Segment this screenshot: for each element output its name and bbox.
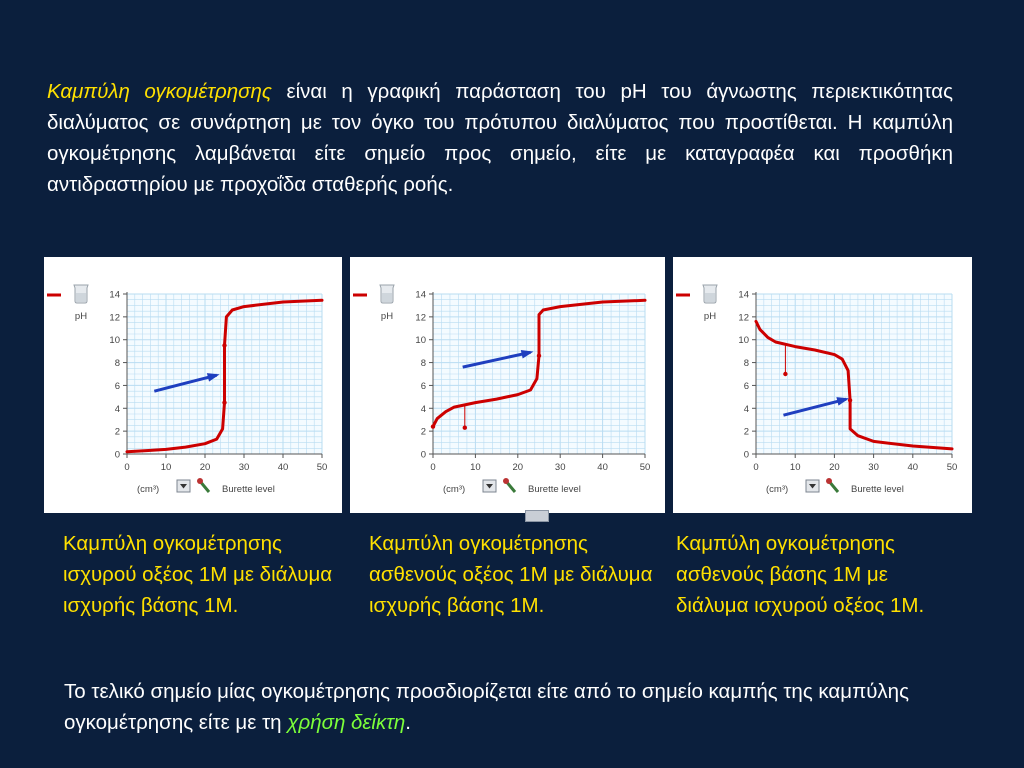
y-tick-label: 4 bbox=[420, 403, 426, 415]
caption-2: Καμπύλη ογκομέτρησης ασθενούς οξέος 1Μ με διάλυμα ισχυρής βάσης 1Μ. bbox=[369, 532, 653, 617]
titration-chart-weak-base bbox=[673, 257, 972, 513]
x-tick-label: 50 bbox=[639, 462, 651, 473]
y-axis-label: pH bbox=[74, 311, 88, 322]
intro-text: είναι η γραφική παράσταση του pH του άγνωστης περιεκτικότητας διαλύματος σε συνάρτηση με τον όγκο του πρότυπου διαλύματος που προστίθεται. Η καμπύλη ογκομέτρησης λαμβάνεται είτε σημείο προς σημείο, είτε με καταγραφέα και προσθήκη αντιδραστηρίου με προχοΐδα σταθερής ροής. bbox=[47, 80, 953, 196]
outro-highlight: χρήση δείκτη bbox=[287, 711, 406, 734]
data-point bbox=[783, 372, 787, 376]
y-tick-label: 6 bbox=[114, 380, 120, 392]
y-tick-label: 12 bbox=[738, 312, 749, 324]
beaker-liquid bbox=[382, 293, 392, 302]
outro-paragraph bbox=[64, 676, 964, 738]
titration-chart-strong-acid bbox=[44, 257, 342, 513]
x-tick-label: 10 bbox=[470, 462, 481, 473]
control-label: Burette level bbox=[851, 484, 904, 495]
dropdown-icon bbox=[483, 480, 496, 492]
outro-text: Το τελικό σημείο μίας ογκομέτρησης προσδιορίζεται είτε από το σημείο καμπής της καμπύλης ογκομέτρησης είτε με τη bbox=[64, 680, 909, 734]
y-tick-label: 0 bbox=[114, 449, 120, 461]
x-tick-label: 40 bbox=[597, 462, 608, 473]
y-tick-label: 2 bbox=[743, 426, 749, 438]
data-point bbox=[222, 400, 226, 404]
y-tick-label: 8 bbox=[420, 358, 426, 370]
x-tick-label: 0 bbox=[124, 462, 130, 473]
pipette-bulb bbox=[503, 478, 509, 484]
x-tick-label: 40 bbox=[277, 462, 289, 473]
y-tick-label: 4 bbox=[743, 403, 749, 415]
y-tick-label: 14 bbox=[415, 289, 426, 301]
x-tick-label: 20 bbox=[199, 462, 211, 473]
x-tick-label: 20 bbox=[829, 462, 840, 473]
beaker-liquid bbox=[705, 293, 715, 302]
intro-term: Καμπύλη ογκομέτρησης bbox=[47, 80, 272, 103]
data-point bbox=[222, 343, 226, 347]
x-tick-label: 30 bbox=[868, 462, 879, 473]
outro-end: . bbox=[405, 711, 411, 734]
x-tick-label: 0 bbox=[430, 462, 436, 473]
beaker-liquid bbox=[76, 293, 86, 302]
x-axis-label: (cm³) bbox=[766, 484, 789, 495]
x-tick-label: 40 bbox=[907, 462, 919, 473]
x-tick-label: 0 bbox=[753, 462, 759, 473]
y-tick-label: 14 bbox=[109, 289, 120, 301]
y-tick-label: 14 bbox=[738, 289, 749, 301]
y-tick-label: 8 bbox=[743, 358, 749, 370]
dropdown-icon bbox=[177, 480, 190, 492]
scroll-tab[interactable] bbox=[525, 510, 549, 522]
x-tick-label: 10 bbox=[160, 462, 172, 473]
pipette-icon bbox=[503, 478, 515, 492]
control-label: Burette level bbox=[222, 484, 275, 495]
y-tick-label: 12 bbox=[415, 312, 426, 324]
x-tick-label: 30 bbox=[238, 462, 250, 473]
caption-3: Καμπύλη ογκομέτρησης ασθενούς βάσης 1Μ με διάλυμα ισχυρού οξέος 1Μ. bbox=[676, 532, 925, 617]
beaker-icon bbox=[74, 285, 88, 303]
y-axis-label: pH bbox=[703, 311, 717, 322]
pipette-bulb bbox=[826, 478, 832, 484]
pipette-icon bbox=[197, 478, 209, 492]
y-tick-label: 10 bbox=[109, 335, 120, 347]
chart-panel-2 bbox=[350, 257, 665, 513]
control-label: Burette level bbox=[528, 484, 581, 495]
y-tick-label: 4 bbox=[114, 403, 120, 415]
y-tick-label: 12 bbox=[109, 312, 120, 324]
y-tick-label: 2 bbox=[114, 426, 120, 438]
y-tick-label: 10 bbox=[738, 335, 749, 347]
data-point bbox=[463, 426, 467, 430]
pipette-icon bbox=[826, 478, 838, 492]
x-tick-label: 50 bbox=[946, 462, 958, 473]
y-tick-label: 2 bbox=[420, 426, 426, 438]
chart-panel-3 bbox=[673, 257, 972, 513]
x-axis-label: (cm³) bbox=[443, 484, 466, 495]
x-tick-label: 50 bbox=[316, 462, 328, 473]
y-tick-label: 0 bbox=[743, 449, 749, 461]
beaker-icon bbox=[703, 285, 717, 303]
y-tick-label: 0 bbox=[420, 449, 426, 461]
x-tick-label: 10 bbox=[789, 462, 801, 473]
y-tick-label: 10 bbox=[415, 335, 426, 347]
beaker-icon bbox=[380, 285, 394, 303]
intro-paragraph bbox=[47, 76, 953, 200]
y-tick-label: 6 bbox=[420, 380, 426, 392]
titration-chart-weak-acid bbox=[350, 257, 665, 513]
y-axis-label: pH bbox=[380, 311, 394, 322]
data-point bbox=[431, 424, 435, 428]
dropdown-icon bbox=[806, 480, 819, 492]
x-tick-label: 20 bbox=[512, 462, 524, 473]
pipette-bulb bbox=[197, 478, 203, 484]
y-tick-label: 8 bbox=[114, 358, 120, 370]
y-tick-label: 6 bbox=[743, 380, 749, 392]
chart-panel-1 bbox=[44, 257, 342, 513]
x-tick-label: 30 bbox=[554, 462, 566, 473]
caption-1: Καμπύλη ογκομέτρησης ισχυρού οξέος 1Μ με διάλυμα ισχυρής βάσης 1Μ. bbox=[63, 532, 333, 617]
data-point bbox=[537, 354, 541, 358]
x-axis-label: (cm³) bbox=[137, 484, 160, 495]
